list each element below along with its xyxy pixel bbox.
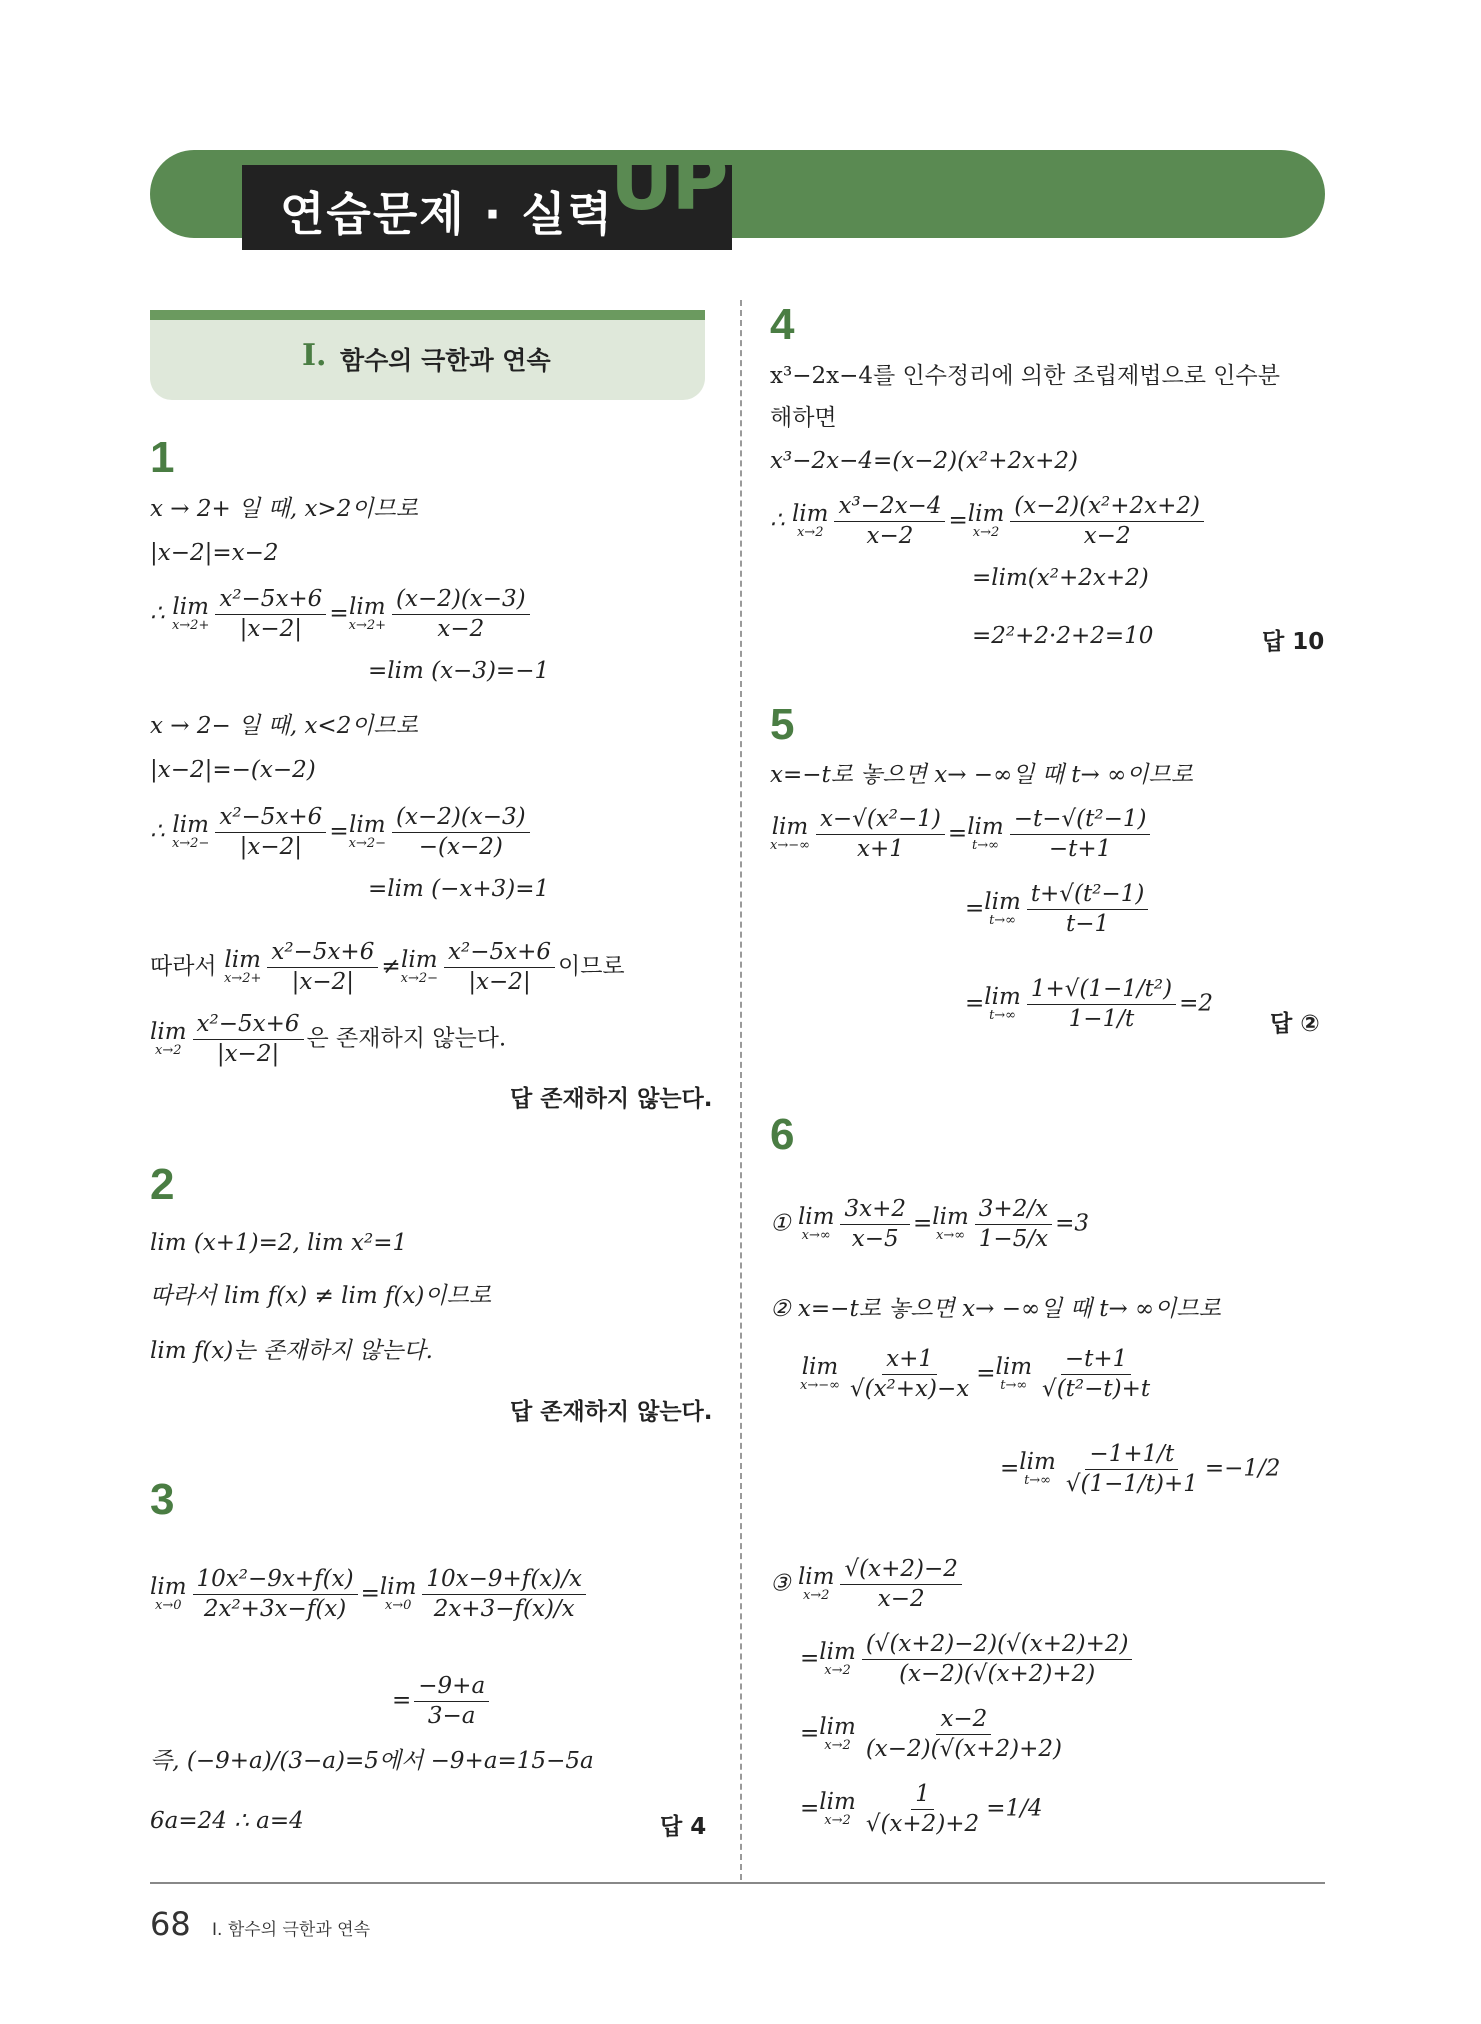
p1-line-6: |x−2|=−(x−2) (150, 757, 316, 783)
p6-line-5: ③ lim x→2 $\frac{√(x+2)-2}{x-2}$ (770, 1555, 965, 1614)
p1-line-3: ∴ lim x→2+ $\frac{\text{x²−5x+6}}{|x-2|}$ =lim x→2+ $\frac{(x-2)(x-3)}{x-2}$ (150, 585, 533, 644)
p5-line-3: =lim t→∞ $\frac{\text{t+√(t²−1)}}{t-1}$ (965, 880, 1151, 939)
p3-line-2: = $\frac{-9+a}{3-a}$ (392, 1672, 492, 1731)
p1-line-9: 따라서 lim x→2+ $\frac{\text{x²−5x+6}}{|x-2|}$ ≠lim x→2− $\frac{\text{x²−5x+6}}{|x-2|}$ 이므로 (150, 939, 625, 995)
p3-answer: 답 4 (660, 1814, 707, 1840)
problem-number-2: 2 (150, 1160, 175, 1209)
p2-line-1: lim (x+1)=2, lim x²=1 (150, 1230, 408, 1256)
p6-line-1: ① lim x→∞ $\frac{3x+2}{x-5}$ =lim x→∞ $\frac{3+2/x}{1-5/x}$ =3 (770, 1196, 1089, 1252)
problem-number-4: 4 (770, 300, 795, 349)
p4-line-2: 해하면 (770, 405, 837, 431)
p6-line-8: =lim x→2 $\frac{1}{√(x+2)+2}$ =1/4 (800, 1781, 1043, 1837)
footer-chapter-title: Ⅰ. 함수의 극한과 연속 (212, 1920, 371, 1940)
p1-line-7: ∴ lim x→2− $\frac{\text{x²−5x+6}}{|x-2|}$ =lim x→2− $\frac{(x-2)(x-3)}{-(x-2)}$ (150, 803, 533, 862)
p4-line-4: ∴ lim x→2 $\frac{\text{x³−2x−4}}{x-2}$ =lim x→2 $\frac{\text{(x−2)(x²+2x+2)}}{x-2}$ (770, 492, 1207, 551)
p1-line-5: x → 2− 일 때, x<2이므로 (150, 713, 418, 739)
p4-line-3: x³−2x−4=(x−2)(x²+2x+2) (770, 448, 1078, 474)
page-title: 연습문제 · 실력 (280, 187, 615, 241)
p5-line-1: x=−t로 놓으면 x→ −∞일 때 t→ ∞이므로 (770, 762, 1193, 788)
p3-line-1: lim x→0 $\frac{\text{10x²−9x+f(x)}}{\text{2x²+3x−f(x)}}$ =lim x→0 $\frac{10x-9+f(x)/x}{2x+3-f(x)/x}$ (150, 1565, 589, 1624)
p1-line-10: lim x→2 $\frac{\text{x²−5x+6}}{|x-2|}$ 은 존재하지 않는다. (150, 1011, 507, 1067)
p5-answer: 답 ② (1270, 1011, 1320, 1037)
column-divider (740, 300, 742, 1880)
p2-answer: 답 존재하지 않는다. (510, 1399, 713, 1425)
problem-number-3: 3 (150, 1475, 175, 1524)
p1-answer: 답 존재하지 않는다. (510, 1086, 713, 1112)
p6-line-6: =lim x→2 $\frac{(√(x+2)-2)(√(x+2)+2)}{(x-2)(√(x+2)+2)}$ (800, 1630, 1135, 1689)
p1-line-4: =lim (x−3)=−1 (368, 658, 550, 684)
p1-line-8: =lim (−x+3)=1 (368, 876, 550, 902)
footer-rule (150, 1882, 1325, 1884)
title-badge-up: UP (610, 138, 727, 228)
p4-line-1: x³−2x−4를 인수정리에 의한 조립제법으로 인수분 (770, 363, 1280, 389)
p6-line-3: lim x→−∞ $\frac{x+1}{\text{√(x²+x)−x}}$ =lim t→∞ $\frac{-t+1}{\text{√(t²−t)+t}}$ (800, 1346, 1151, 1402)
section-title: 함수의 극한과 연속 (340, 346, 551, 375)
p5-line-4: =lim t→∞ $\frac{\text{1+√(1−1/t²)}}{1-1/t}$ =2 (965, 976, 1213, 1032)
p6-line-2: ② x=−t로 놓으면 x→ −∞일 때 t→ ∞이므로 (770, 1296, 1221, 1322)
p6-line-7: =lim x→2 $\frac{x-2}{(x-2)(√(x+2)+2)}$ (800, 1706, 1062, 1762)
p2-line-2: 따라서 lim f(x) ≠ lim f(x)이므로 (150, 1283, 492, 1309)
page-number: 68 (150, 1905, 191, 1943)
p1-line-2: |x−2|=x−2 (150, 540, 279, 566)
problem-number-1: 1 (150, 433, 175, 482)
p3-line-5: 6a=24 ∴ a=4 (150, 1808, 304, 1834)
p2-line-3: lim f(x)는 존재하지 않는다. (150, 1338, 433, 1364)
section-roman-numeral: Ⅰ. (302, 338, 327, 373)
problem-number-6: 6 (770, 1110, 795, 1159)
p3-line-4: 즉, (−9+a)/(3−a)=5에서 −9+a=15−5a (150, 1748, 594, 1774)
p4-answer: 답 10 (1262, 629, 1325, 655)
p5-line-2: lim x→−∞ $\frac{\text{x−√(x²−1)}}{x+1}$ =lim t→∞ $\frac{\text{−t−√(t²−1)}}{-t+1}$ (770, 805, 1153, 864)
p4-line-5: =lim(x²+2x+2) (972, 565, 1149, 591)
p6-line-4: =lim t→∞ $\frac{-1+1/t}{√(1-1/t)+1}$ =−1/2 (1000, 1441, 1281, 1497)
p4-line-6: =2²+2·2+2=10 (972, 623, 1154, 649)
p1-line-1: x → 2+ 일 때, x>2이므로 (150, 496, 418, 522)
problem-number-5: 5 (770, 700, 795, 749)
